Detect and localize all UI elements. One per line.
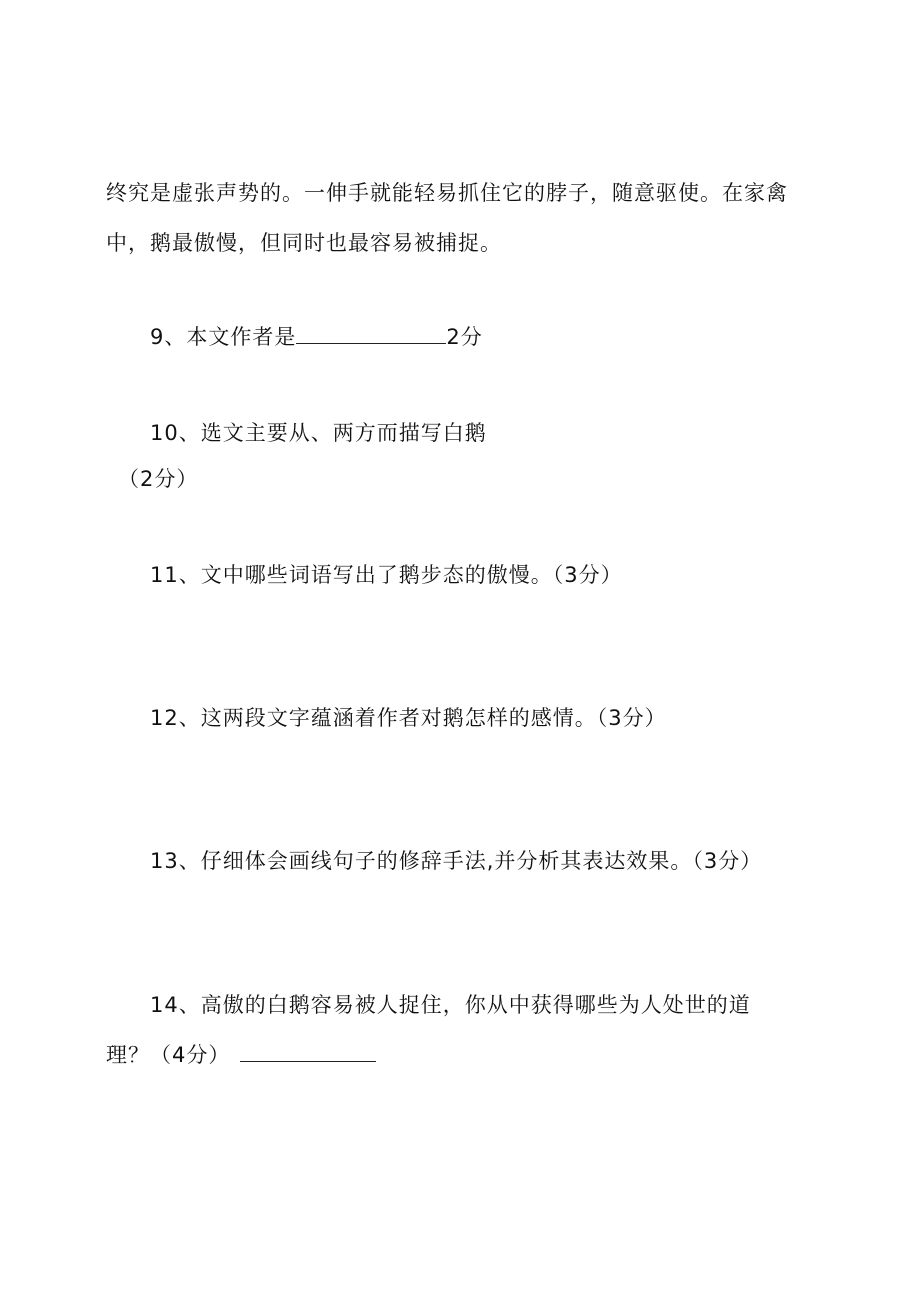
question-9	[150, 322, 483, 352]
answer-blank-9[interactable]	[296, 323, 446, 344]
question-10-score: （2分）	[118, 467, 199, 491]
question-10-text: 10、选文主要从、两方而描写白鹅	[150, 421, 487, 445]
question-11: 11、文中哪些词语写出了鹅步态的傲慢。（3分）	[150, 563, 623, 587]
question-12: 12、这两段文字蕴涵着作者对鹅怎样的感情。（3分）	[150, 706, 667, 730]
passage-line-1: 终究是虚张声势的。一伸手就能轻易抓住它的脖子，随意驱使。在家禽	[106, 181, 788, 205]
question-14-text: 理？（4分）	[106, 1043, 231, 1067]
question-9-score: 2分	[446, 325, 483, 349]
answer-blank-14[interactable]	[240, 1041, 376, 1062]
question-9-text: 9、本文作者是	[150, 325, 297, 349]
passage-line-2: 中，鹅最傲慢，但同时也最容易被捕捉。	[106, 231, 502, 255]
question-14-line-2	[106, 1040, 376, 1070]
question-14-line-1: 14、高傲的白鹅容易被人捉住，你从中获得哪些为人处世的道	[150, 993, 751, 1017]
question-13: 13、仔细体会画线句子的修辞手法,并分析其表达效果。（3分）	[150, 849, 763, 873]
